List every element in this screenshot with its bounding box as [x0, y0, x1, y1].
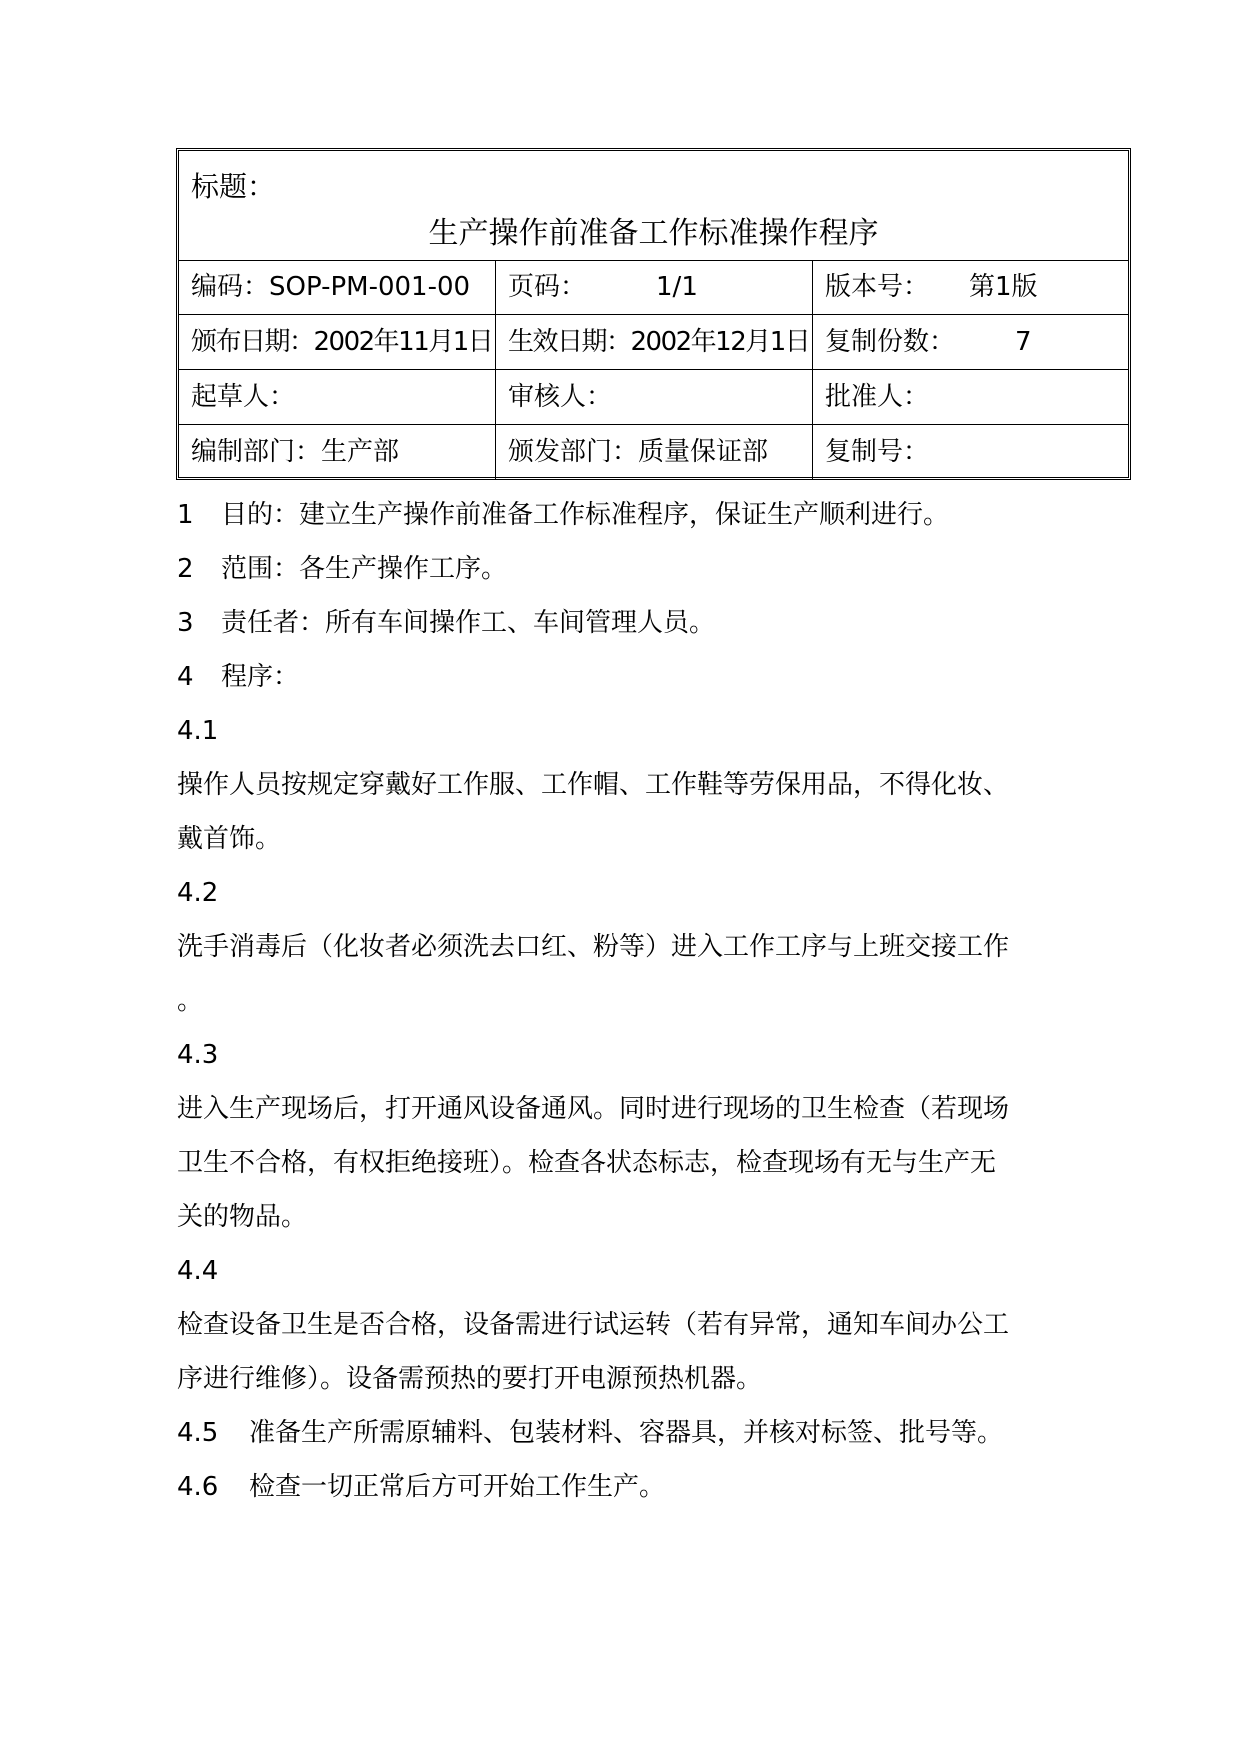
drafter-label: 起草人：	[191, 382, 296, 412]
version-cell	[813, 260, 1128, 314]
code-value: SOP-PM-001-00	[269, 272, 471, 302]
section-number: 4.5	[177, 1418, 219, 1448]
section-4-2-number: 4.2	[177, 878, 219, 908]
version-value: 第1版	[969, 272, 1038, 302]
section-number: 4	[177, 662, 194, 692]
issuing-dept-value: 质量保证部	[638, 437, 769, 467]
effective-date-value: 2002年12月1日	[630, 327, 810, 357]
section-text: 范围：各生产操作工序。	[221, 554, 508, 584]
section-4-4-line-1: 检查设备卫生是否合格，设备需进行试运转（若有异常，通知车间办公工	[177, 1310, 1010, 1340]
section-4	[177, 662, 299, 692]
header-table	[176, 148, 1131, 480]
section-1	[177, 500, 949, 530]
copies-cell	[813, 315, 1128, 369]
header-row-departments	[179, 425, 1128, 479]
issue-date-label: 颁布日期：	[191, 327, 314, 357]
section-4-2-line-2: 。	[177, 986, 204, 1016]
dept-label: 编制部门：	[191, 437, 322, 467]
section-4-3-number: 4.3	[177, 1040, 219, 1070]
issuing-dept-cell	[496, 425, 813, 479]
reviewer-label: 审核人：	[508, 382, 613, 412]
document-title: 生产操作前准备工作标准操作程序	[428, 216, 879, 251]
dept-value: 生产部	[321, 437, 400, 467]
effective-date-label: 生效日期：	[508, 327, 631, 357]
drafter-cell	[179, 370, 496, 424]
copy-no-label: 复制号：	[825, 437, 930, 467]
header-row-dates	[179, 315, 1128, 370]
issue-date-cell	[179, 315, 496, 369]
section-4-3-line-1: 进入生产现场后，打开通风设备通风。同时进行现场的卫生检查（若现场	[177, 1094, 1010, 1124]
title-label: 标题：	[191, 170, 276, 203]
section-3	[177, 608, 715, 638]
issuing-dept-label: 颁发部门：	[508, 437, 639, 467]
section-4-3-line-2: 卫生不合格，有权拒绝接班）。检查各状态标志，检查现场有无与生产无	[177, 1148, 997, 1178]
section-4-4-number: 4.4	[177, 1256, 219, 1286]
issue-date-value: 2002年11月1日	[313, 327, 493, 357]
code-cell	[179, 260, 496, 314]
section-4-1-line-2: 戴首饰。	[177, 824, 282, 854]
dept-cell	[179, 425, 496, 479]
effective-date-cell	[496, 315, 813, 369]
approver-cell	[813, 370, 1128, 424]
section-number: 4.6	[177, 1472, 219, 1502]
section-number: 1	[177, 500, 194, 530]
section-text: 目的：建立生产操作前准备工作标准程序，保证生产顺利进行。	[221, 500, 950, 530]
section-text: 准备生产所需原辅料、包装材料、容器具，并核对标签、批号等。	[249, 1418, 1004, 1448]
section-4-3-line-3: 关的物品。	[177, 1202, 308, 1232]
copies-label: 复制份数：	[825, 327, 956, 357]
section-4-2-line-1: 洗手消毒后（化妆者必须洗去口红、粉等）进入工作工序与上班交接工作	[177, 932, 1010, 962]
section-number: 3	[177, 608, 194, 638]
header-row-code	[179, 260, 1128, 315]
code-label: 编码：	[191, 272, 270, 302]
page-cell	[496, 260, 813, 314]
section-text: 责任者：所有车间操作工、车间管理人员。	[221, 608, 716, 638]
section-4-1-number: 4.1	[177, 716, 219, 746]
section-4-1-line-1: 操作人员按规定穿戴好工作服、工作帽、工作鞋等劳保用品，不得化妆、	[177, 770, 1010, 800]
page-value: 1/1	[656, 272, 698, 302]
reviewer-cell	[496, 370, 813, 424]
section-4-5	[177, 1418, 1003, 1448]
header-row-signoff	[179, 370, 1128, 425]
copy-no-cell	[813, 425, 1128, 479]
approver-label: 批准人：	[825, 382, 930, 412]
page-label: 页码：	[508, 272, 587, 302]
version-label: 版本号：	[825, 272, 930, 302]
section-text: 检查一切正常后方可开始工作生产。	[249, 1472, 666, 1502]
section-text: 程序：	[221, 662, 300, 692]
copies-value: 7	[1015, 327, 1032, 357]
section-4-6	[177, 1472, 665, 1502]
section-number: 2	[177, 554, 194, 584]
section-4-4-line-2: 序进行维修）。设备需预热的要打开电源预热机器。	[177, 1364, 763, 1394]
section-2	[177, 554, 507, 584]
title-cell	[179, 151, 1128, 261]
